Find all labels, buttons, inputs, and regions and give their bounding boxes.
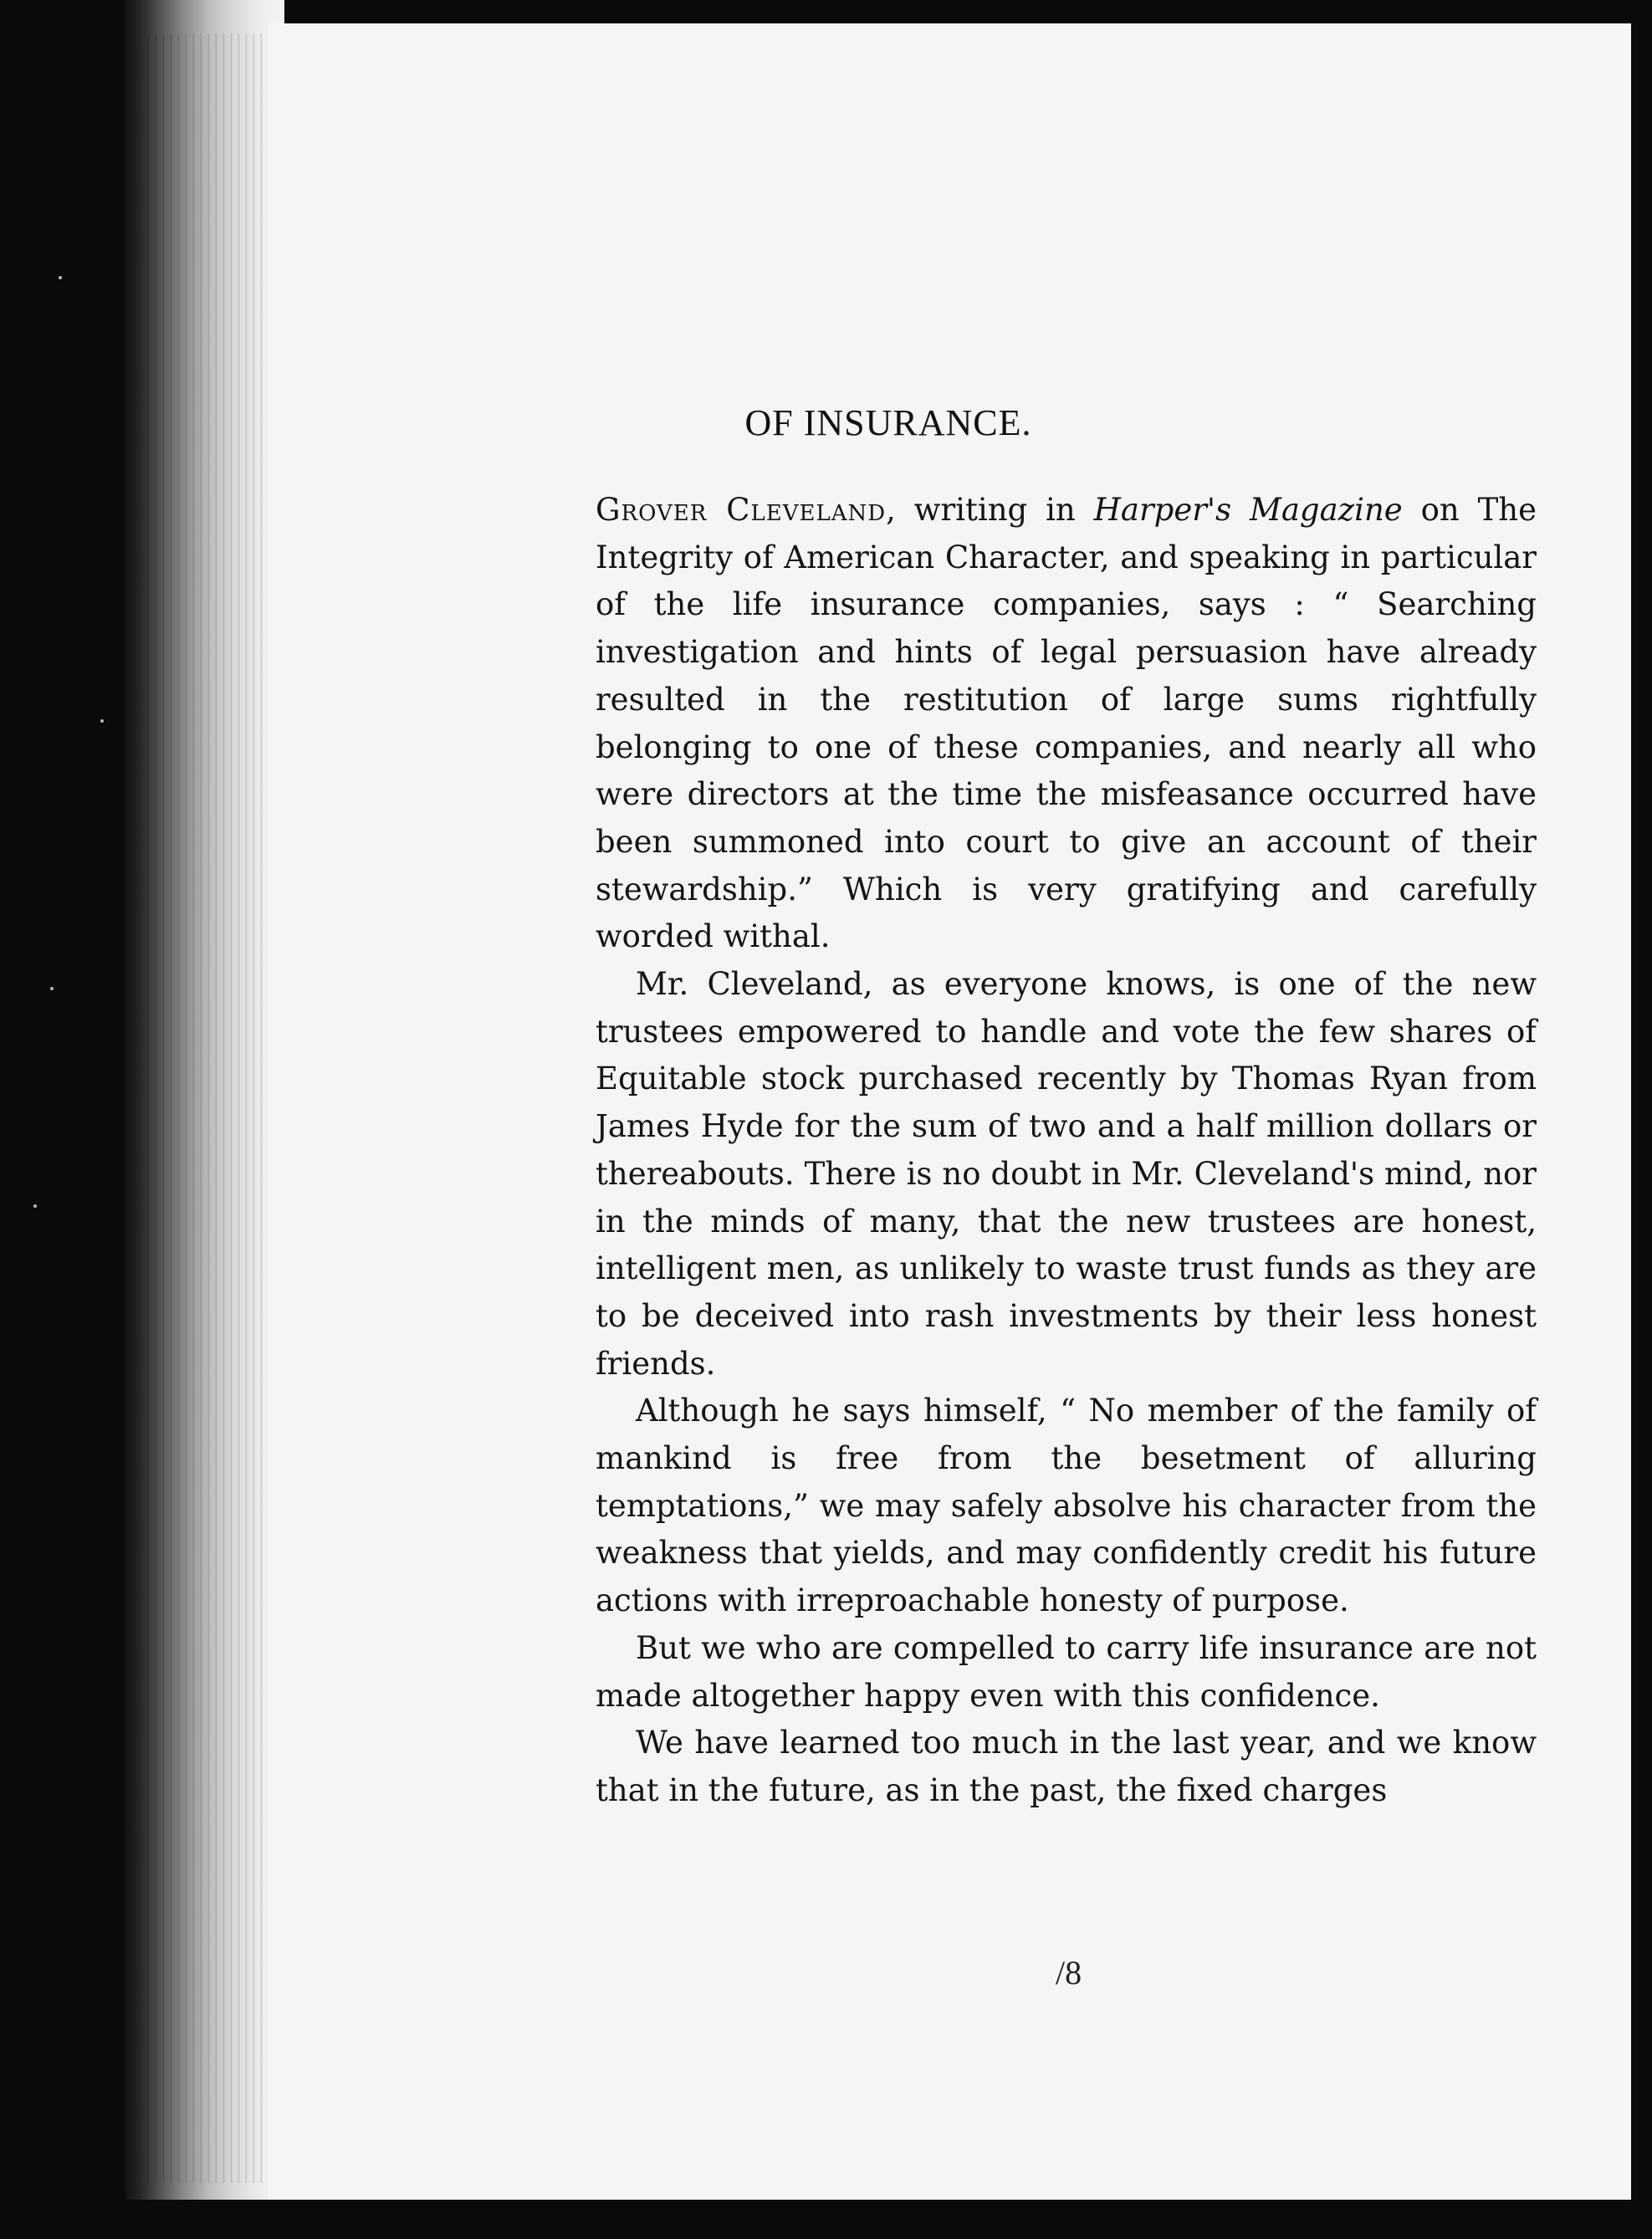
paragraph-5: We have learned too much in the last year, and we know that in the future, as in the past, the fixed charges — [596, 1725, 1537, 1808]
page-heading: OF INSURANCE. — [744, 402, 1032, 443]
scan-speck — [59, 276, 62, 279]
paragraph-1 — [596, 487, 1537, 961]
paragraph-3: Although he says himself, “ No member of the family of mankind is free from the besetment of alluring temptations,” we may safely absolve his character from the weakness that yields, and may confidently credit his future actions with irreproachable honesty of purpose. — [596, 1393, 1537, 1619]
paragraph-1-text-a: , writing in — [886, 492, 1094, 528]
magazine-title-italic: Harper's Magazine — [1093, 492, 1403, 528]
page-edge-stripes — [142, 33, 268, 2183]
scan-right-border — [1631, 0, 1652, 2239]
paragraph-2: Mr. Cleveland, as everyone knows, is one of the new trustees empowered to handle and vote the few shares of Equitable stock purchased recently by Thomas Ryan from James Hyde for the sum of two and a half million dollars or thereabouts. There is no doubt in Mr. Cleveland's mind, nor in the minds of many, that the new trustees are honest, intelligent men, as unlikely to waste trust funds as they are to be deceived into rash investments by their less honest friends. — [596, 966, 1537, 1382]
body-text — [596, 487, 1537, 1815]
paragraph-4: But we who are compelled to carry life insurance are not made altogether happy even with this confidence. — [596, 1629, 1537, 1714]
scan-speck — [100, 719, 104, 723]
page-number: /8 — [1056, 1954, 1082, 1991]
scan-speck — [33, 1204, 37, 1208]
scan-speck — [50, 987, 54, 990]
author-name-smallcaps: Grover Cleveland — [596, 492, 887, 528]
paragraph-1-text-b: on The Integrity of American Character, and speaking in particular of the life insurance companies, says : “ Searching investigation and hints of legal persuasion have already resulted in the restitution of large sums rightfully belonging to one of these companies, and nearly all who were directors at the time the misfeasance occurred have been summoned into court to give an account of their stewardship.” Which is very gratifying and carefully worded withal. — [596, 492, 1537, 955]
scan-bottom-border — [125, 2200, 1631, 2239]
